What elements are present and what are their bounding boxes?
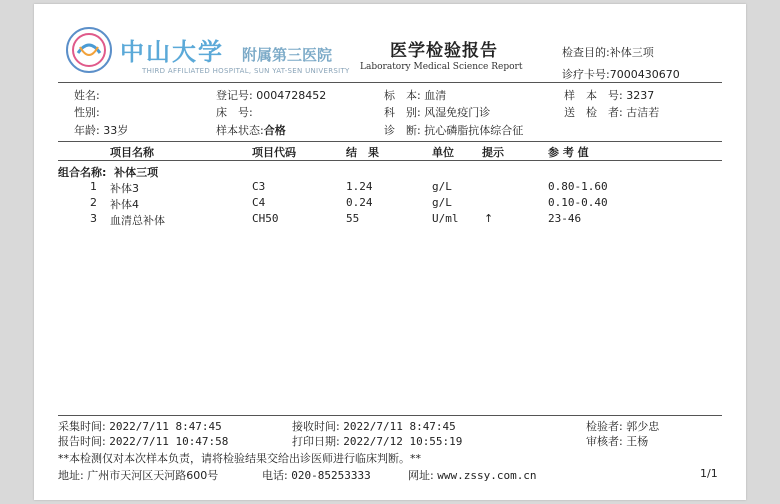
header-unit: 单位 bbox=[432, 146, 454, 159]
address-label: 地址: bbox=[58, 469, 84, 482]
row-ref: 23-46 bbox=[548, 212, 582, 225]
row-unit: U/ml bbox=[432, 212, 459, 225]
bed-label: 床 号: bbox=[216, 106, 253, 119]
table-header-divider bbox=[58, 160, 722, 161]
hospital-name-en: THIRD AFFILIATED HOSPITAL, SUN YAT-SEN UNIVERSITY bbox=[142, 67, 350, 75]
row-hint-up-arrow-icon: ↑ bbox=[484, 212, 494, 225]
reviewer-label: 审核者: bbox=[586, 435, 623, 448]
web-value: www.zssy.com.cn bbox=[437, 469, 537, 482]
receive-time bbox=[292, 418, 456, 434]
row-name: 补体3 bbox=[110, 182, 139, 195]
page-number: 1/1 bbox=[700, 467, 718, 480]
report-paper bbox=[34, 4, 746, 500]
phone-value: 020-85253333 bbox=[291, 469, 371, 482]
group-name bbox=[58, 164, 158, 180]
row-unit: g/L bbox=[432, 180, 452, 193]
header-result: 结 果 bbox=[346, 146, 379, 159]
collect-time bbox=[58, 418, 222, 434]
purpose bbox=[562, 44, 654, 60]
sender bbox=[564, 104, 659, 120]
sample-number bbox=[564, 87, 654, 103]
row-no: 1 bbox=[90, 180, 97, 193]
dept-value: 风湿免疫门诊 bbox=[424, 106, 491, 119]
phone bbox=[262, 467, 371, 483]
group-label: 组合名称: bbox=[58, 166, 107, 179]
purpose-label: 检查目的: bbox=[562, 46, 610, 59]
diag-value: 抗心磷脂抗体综合征 bbox=[424, 124, 524, 137]
row-result: 55 bbox=[346, 212, 360, 225]
report-title-en: Laboratory Medical Science Report bbox=[360, 62, 523, 72]
diag-label: 诊 断: bbox=[384, 124, 421, 137]
sender-label: 送 检 者: bbox=[564, 106, 623, 119]
report-time bbox=[58, 433, 228, 449]
web-label: 网址: bbox=[408, 469, 434, 482]
reg-value: 0004728452 bbox=[256, 89, 327, 102]
print-value: 2022/7/12 10:55:19 bbox=[343, 435, 463, 448]
row-code: CH50 bbox=[252, 212, 279, 225]
row-no: 3 bbox=[90, 212, 97, 225]
row-result: 1.24 bbox=[346, 180, 373, 193]
age-value: 33岁 bbox=[103, 124, 129, 137]
row-code: C3 bbox=[252, 180, 266, 193]
row-result: 0.24 bbox=[346, 196, 373, 209]
collect-label: 采集时间: bbox=[58, 420, 106, 433]
footer-divider bbox=[58, 415, 722, 416]
header-item-code: 项目代码 bbox=[252, 146, 296, 159]
print-date bbox=[292, 433, 462, 449]
disclaimer: **本检测仅对本次样本负责，请将检验结果交给出诊医师进行临床判断。** bbox=[58, 452, 421, 465]
specimen-value: 血清 bbox=[424, 89, 447, 102]
header-reference: 参 考 值 bbox=[548, 146, 589, 159]
registration bbox=[216, 87, 326, 103]
tester-label: 检验者: bbox=[586, 420, 623, 433]
group-value: 补体三项 bbox=[114, 166, 159, 179]
print-label: 打印日期: bbox=[292, 435, 340, 448]
row-name: 补体4 bbox=[110, 198, 139, 211]
row-ref: 0.10-0.40 bbox=[548, 196, 608, 209]
header-item-name: 项目名称 bbox=[110, 146, 154, 159]
sample-value: 3237 bbox=[626, 89, 655, 102]
sender-value: 古洁若 bbox=[626, 106, 660, 119]
hospital-name-sub: 附属第三医院 bbox=[242, 46, 333, 64]
reviewer bbox=[586, 433, 648, 449]
collect-value: 2022/7/11 8:47:45 bbox=[109, 420, 222, 433]
report-value: 2022/7/11 10:47:58 bbox=[109, 435, 229, 448]
card-number bbox=[562, 66, 680, 82]
reviewer-value: 王杨 bbox=[626, 435, 649, 448]
row-name: 血清总补体 bbox=[110, 214, 165, 227]
address-value: 广州市天河区天河路600号 bbox=[87, 469, 219, 482]
row-unit: g/L bbox=[432, 196, 452, 209]
website bbox=[408, 467, 537, 483]
specimen-label: 标 本: bbox=[384, 89, 421, 102]
address bbox=[58, 467, 218, 483]
receive-label: 接收时间: bbox=[292, 420, 340, 433]
row-ref: 0.80-1.60 bbox=[548, 180, 608, 193]
hospital-name-cn: 中山大学 bbox=[120, 37, 224, 66]
card-label: 诊疗卡号: bbox=[562, 68, 610, 81]
department bbox=[384, 104, 490, 120]
patient-age bbox=[74, 122, 128, 138]
age-label: 年龄: bbox=[74, 124, 100, 137]
patient-name-label: 姓名: bbox=[74, 89, 100, 102]
phone-label: 电话: bbox=[262, 469, 288, 482]
info-divider bbox=[58, 141, 722, 142]
receive-value: 2022/7/11 8:47:45 bbox=[343, 420, 456, 433]
card-value: 7000430670 bbox=[609, 68, 680, 81]
purpose-value: 补体三项 bbox=[609, 46, 654, 59]
tester-value: 郭少忠 bbox=[626, 420, 660, 433]
header-divider bbox=[58, 82, 722, 83]
specimen bbox=[384, 87, 446, 103]
header-hint: 提示 bbox=[482, 146, 504, 159]
sample-label: 样 本 号: bbox=[564, 89, 623, 102]
row-no: 2 bbox=[90, 196, 97, 209]
dept-label: 科 别: bbox=[384, 106, 421, 119]
patient-gender-label: 性别: bbox=[74, 106, 100, 119]
diagnosis bbox=[384, 122, 523, 138]
status-value: 合格 bbox=[263, 124, 286, 137]
report-title: 医学检验报告 bbox=[390, 41, 498, 61]
reg-label: 登记号: bbox=[216, 89, 253, 102]
report-label: 报告时间: bbox=[58, 435, 106, 448]
tester bbox=[586, 418, 659, 434]
status-label: 样本状态: bbox=[216, 124, 264, 137]
hospital-logo-icon bbox=[66, 27, 112, 73]
sample-status bbox=[216, 122, 286, 138]
row-code: C4 bbox=[252, 196, 266, 209]
